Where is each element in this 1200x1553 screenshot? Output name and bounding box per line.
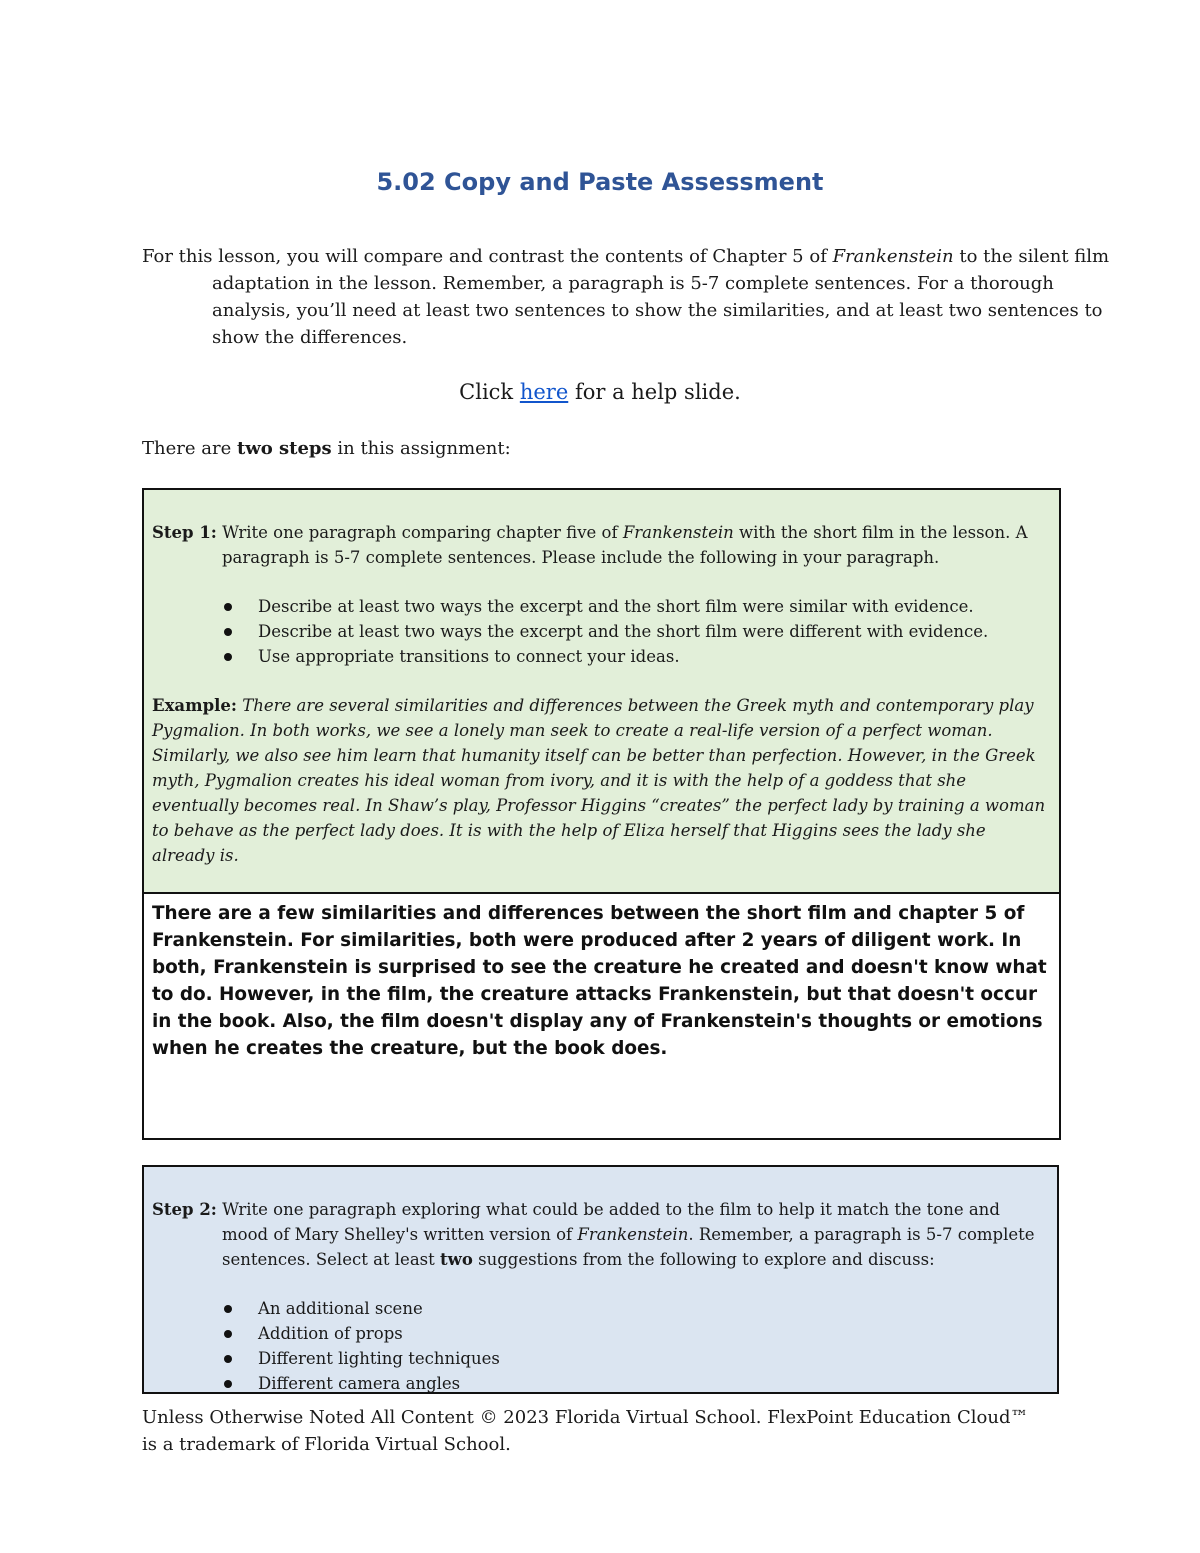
bullet-text: Different lighting techniques (258, 1349, 500, 1368)
steps-intro-prefix: There are (142, 438, 237, 459)
help-prefix: Click (459, 380, 520, 404)
step1-book-title: Frankenstein (622, 523, 734, 542)
example-label: Example: (152, 696, 237, 715)
page-title: 5.02 Copy and Paste Assessment (376, 168, 824, 196)
help-slide-link[interactable]: here (519, 380, 569, 404)
bullet-icon (224, 628, 232, 636)
bullet-icon (224, 653, 232, 661)
bullet-text: Describe at least two ways the excerpt and the short film were similar with evidence. (258, 597, 974, 616)
bullet-text: Use appropriate transitions to connect your ideas. (258, 647, 680, 666)
help-suffix: for a help slide. (568, 380, 741, 404)
step2-instructions (144, 1167, 1057, 1392)
step2-bold-two: two (440, 1250, 473, 1269)
help-line (0, 380, 1200, 404)
bullet-icon (224, 603, 232, 611)
intro-text-2: to the silent film adaptation in the lesson. Remember, a paragraph is 5-7 complete sentences. For a thorough analysis, you’ll need at least two sentences to show the similarities, and at least two sentences to show the differences. (212, 246, 1110, 348)
list-item (224, 619, 1051, 644)
intro-text-1: For this lesson, you will compare and contrast the contents of Chapter 5 of (142, 246, 833, 267)
step2-book-title: Frankenstein (577, 1225, 689, 1244)
step1-text-1: Write one paragraph comparing chapter five of (216, 523, 623, 542)
step2-text-1: Write one paragraph exploring what could be added to the film to help it match the tone and mood of Mary Shelley's written version of (216, 1200, 1000, 1244)
step2-paragraph (152, 1197, 1049, 1272)
steps-intro-bold: two steps (236, 438, 332, 459)
step2-text-2: . Remember, a paragraph is 5-7 complete sentences. Select at least (222, 1225, 1035, 1269)
bullet-icon (224, 1380, 232, 1388)
step1-instructions (144, 490, 1059, 894)
step1-text-2: with the short film in the lesson. A paragraph is 5-7 complete sentences. Please include the following in your paragraph. (222, 523, 1028, 567)
steps-intro-suffix: in this assignment: (331, 438, 511, 459)
bullet-text: Different camera angles (258, 1374, 461, 1393)
intro-paragraph (142, 243, 1137, 351)
example-text: There are several similarities and differences between the Greek myth and contemporary play Pygmalion. In both works, we see a lonely man seek to create a real-life version of a perfect woman. Similarly, we also see him learn that humanity itself can be better than perfection. However, in the Greek myth, Pygmalion creates his ideal woman from ivory, and it is with the help of a goddess that she eventually becomes real. In Shaw’s play, Professor Higgins “creates” the perfect lady by training a woman to behave as the perfect lady does. It is with the help of Eliza herself that Higgins sees the lady she already is. (152, 696, 1046, 865)
intro-book-title: Frankenstein (832, 246, 954, 267)
bullet-icon (224, 1305, 232, 1313)
bullet-text: Describe at least two ways the excerpt and the short film were different with evidence. (258, 622, 989, 641)
step1-table (142, 488, 1061, 1140)
step1-label: Step 1: (152, 523, 217, 542)
step1-answer-field[interactable]: There are a few similarities and differences between the short film and chapter 5 of Frankenstein. For similarities, both were produced after 2 years of diligent work. In both, Frankenstein is surprised to see the creature he created and doesn't know what to do. However, in the film, the creature attacks Frankenstein, but that doesn't occur in the book. Also, the film doesn't display any of Frankenstein's thoughts or emotions when he creates the creature, but the book does. (152, 903, 1047, 1059)
bullet-icon (224, 1355, 232, 1363)
step2-bullet-list (152, 1296, 1049, 1394)
step1-paragraph (152, 520, 1051, 570)
list-item (224, 644, 1051, 669)
bullet-icon (224, 1330, 232, 1338)
step2-text-3: suggestions from the following to explore and discuss: (472, 1250, 935, 1269)
step1-bullet-list (152, 594, 1051, 669)
step2-label: Step 2: (152, 1200, 217, 1219)
step2-table (142, 1165, 1059, 1394)
list-item (224, 1321, 1049, 1346)
copyright-footer: Unless Otherwise Noted All Content © 2023 Florida Virtual School. FlexPoint Education Cloud™ is a trademark of Florida Virtual School. (142, 1407, 1029, 1455)
steps-intro (142, 438, 511, 459)
list-item (224, 1346, 1049, 1371)
example-paragraph (152, 693, 1051, 868)
bullet-text: Addition of props (258, 1324, 403, 1343)
list-item (224, 1371, 1049, 1394)
list-item (224, 594, 1051, 619)
list-item (224, 1296, 1049, 1321)
bullet-text: An additional scene (258, 1299, 423, 1318)
